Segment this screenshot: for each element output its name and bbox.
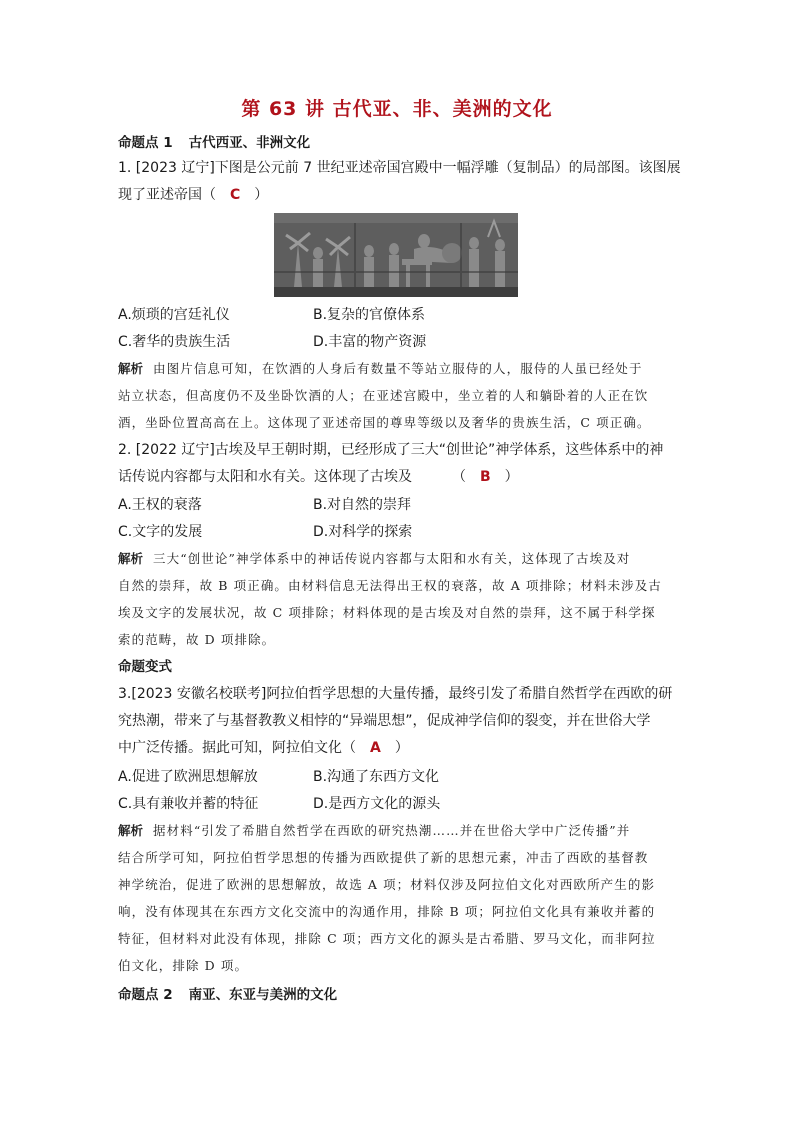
q3-explanation-text1: 据材料“引发了希腊自然哲学在西欧的研究热潮……并在世俗大学中广泛传播”并 — [153, 823, 631, 838]
q1-explanation-tag: 解析 — [118, 361, 144, 376]
q3-stem-line3 — [118, 735, 678, 762]
q2-option-d: D.对科学的探索 — [313, 524, 413, 540]
q2-explanation-line1 — [118, 545, 678, 572]
q3-option-d: D.是西方文化的源头 — [313, 796, 441, 812]
q3-option-c: C.具有兼收并蓄的特征 — [118, 796, 259, 812]
q3-option-a: A.促进了欧洲思想解放 — [118, 769, 258, 785]
relief-picture — [274, 213, 518, 297]
q1-option-b: B.复杂的官僚体系 — [313, 307, 426, 323]
q3-explanation-line2: 结合所学可知，阿拉伯哲学思想的传播为西欧提供了新的思想元素，冲击了西欧的基督教 — [118, 850, 649, 865]
q1-explanation-line1 — [118, 355, 678, 382]
q1-answer: C — [230, 187, 241, 203]
q1-option-c: C.奢华的贵族生活 — [118, 334, 231, 350]
q1-stem-line2 — [118, 182, 678, 209]
q3-explanation-line3: 神学统治，促进了欧洲的思想解放，故选 A 项；材料仅涉及阿拉伯文化对西欧所产生的影 — [118, 877, 656, 892]
q3-option-b: B.沟通了东西方文化 — [313, 769, 440, 785]
q2-stem-line1: 2. [2022 辽宁]古埃及早王朝时期，已经形成了三大“创世论”神学体系，这些体系中的神 — [118, 442, 664, 458]
q2-explanation-line3: 埃及文字的发展状况，故 C 项排除；材料体现的是古埃及对自然的崇拜，这不属于科学探 — [118, 605, 656, 620]
q1-option-a: A.烦琐的宫廷礼仪 — [118, 307, 230, 323]
section-heading-2 — [118, 982, 678, 1009]
q1-explanation-line3: 酒，坐卧位置高高在上。这体现了亚述帝国的尊卑等级以及奢华的贵族生活，C 项正确。 — [118, 415, 651, 430]
q2-explanation-text1: 三大“创世论”神学体系中的神话传说内容都与太阳和水有关，这体现了古埃及对 — [153, 551, 631, 566]
assyrian-relief-image — [274, 213, 518, 297]
q2-option-b: B.对自然的崇拜 — [313, 497, 412, 513]
section-2-name: 南亚、东亚与美洲的文化 — [188, 987, 338, 1003]
q2-answer: B — [480, 469, 491, 485]
q3-explanation-line1 — [118, 817, 678, 844]
q1-explanation-line2: 站立状态，但高度仍不及坐卧饮酒的人；在亚述宫殿中，坐立着的人和躺卧着的人正在饮 — [118, 388, 649, 403]
q1-stem-line2-text: 现了亚述帝国（ — [118, 187, 216, 203]
q1-stem-line2-close: ） — [254, 187, 269, 203]
q2-explanation-line2: 自然的崇拜，故 B 项正确。由材料信息无法得出王权的衰落，故 A 项排除；材料未涉及古 — [118, 578, 662, 593]
section-2-label: 命题点 2 — [118, 987, 173, 1003]
q3-answer: A — [370, 740, 381, 756]
page-title: 第 63 讲 古代亚、非、美洲的文化 — [241, 98, 553, 120]
q2-explanation-tag: 解析 — [118, 551, 144, 566]
q2-stem-line2-text: 话传说内容都与太阳和水有关。这体现了古埃及 — [118, 469, 412, 485]
q3-stem-line2: 究热潮，带来了与基督教教义相悖的“异端思想”，促成神学信仰的裂变，并在世俗大学 — [118, 713, 651, 729]
section-1-label: 命题点 1 — [118, 135, 173, 151]
q3-explanation-line4: 响，没有体现其在东西方文化交流中的沟通作用，排除 B 项；阿拉伯文化具有兼收并蓄的 — [118, 904, 656, 919]
section-heading-1 — [118, 130, 678, 157]
q3-explanation-line6: 伯文化，排除 D 项。 — [118, 958, 249, 973]
section-1-name: 古代西亚、非洲文化 — [188, 135, 311, 151]
q2-stem-line2: 话传说内容都与太阳和水有关。这体现了古埃及 （ B ） — [118, 464, 678, 491]
q1-stem-line1: 1. [2023 辽宁]下图是公元前 7 世纪亚述帝国宫殿中一幅浮雕（复制品）的局部图。该图展 — [118, 160, 681, 176]
q1-option-d: D.丰富的物产资源 — [313, 334, 427, 350]
q1-explanation-text1: 由图片信息可知，在饮酒的人身后有数量不等站立服侍的人，服侍的人虽已经处于 — [153, 361, 643, 376]
q3-stem-line3-text: 中广泛传播。据此可知，阿拉伯文化（ — [118, 740, 356, 756]
q2-option-c: C.文字的发展 — [118, 524, 203, 540]
q3-stem-line1: 3.[2023 安徽名校联考]阿拉伯哲学思想的大量传播，最终引发了希腊自然哲学在西欧的研 — [118, 686, 673, 702]
q3-explanation-line5: 特征，但材料对此没有体现，排除 C 项；西方文化的源头是古希腊、罗马文化，而非阿拉 — [118, 931, 656, 946]
variant-heading: 命题变式 — [118, 659, 172, 675]
q3-explanation-tag: 解析 — [118, 823, 144, 838]
q2-explanation-line4: 索的范畴，故 D 项排除。 — [118, 632, 276, 647]
q2-option-a: A.王权的衰落 — [118, 497, 202, 513]
q3-stem-line3-close: ） — [394, 740, 409, 756]
